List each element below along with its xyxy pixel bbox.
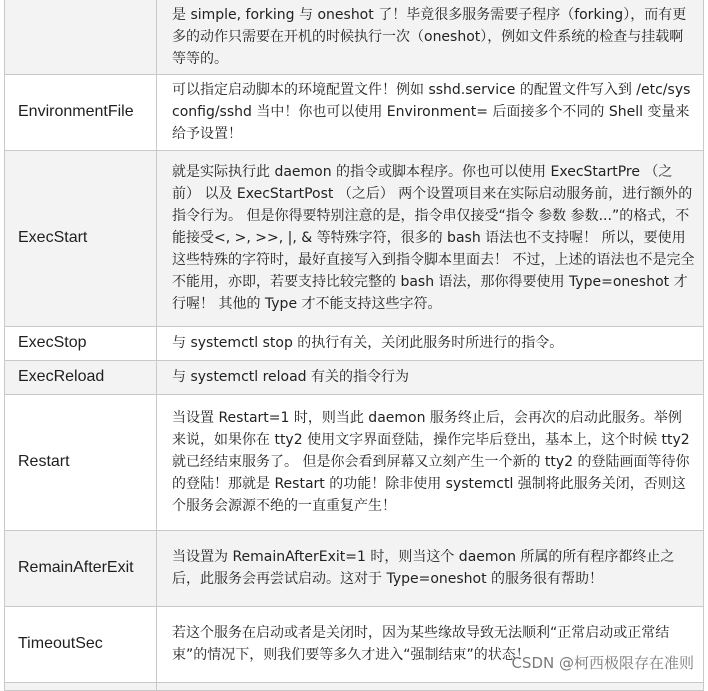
table-row xyxy=(5,74,704,150)
option-name: EnvironmentFile xyxy=(5,74,157,150)
option-name xyxy=(5,0,157,74)
option-description-text: 若这个服务在启动或者是关闭时，因为某些缘故导致无法顺利“正常启动或正常结束”的情况下，则我们要等多久才进入“强制结束”的状态！ xyxy=(172,625,670,663)
table-row xyxy=(5,530,704,606)
option-name: ExecReload xyxy=(5,360,157,394)
option-name: ExecStop xyxy=(5,326,157,360)
option-description-text: 当设置为 RemainAfterExit=1 时，则当这个 daemon 所属的所有程序都终止之后，此服务会再尝试启动。这对于 Type=oneshot 的服务很有帮助！ xyxy=(172,549,675,587)
option-description xyxy=(157,682,704,690)
option-name: Restart xyxy=(5,394,157,530)
option-name: RemainAfterExit xyxy=(5,530,157,606)
option-name: TimeoutSec xyxy=(5,606,157,682)
option-description xyxy=(157,530,704,606)
option-description-text: 与 systemctl stop 的执行有关，关闭此服务时所进行的指令。 xyxy=(172,335,564,351)
option-description-text: 当设置 Restart=1 时，则当此 daemon 服务终止后，会再次的启动此服务。举例来说，如果你在 tty2 使用文字界面登陆，操作完毕后登出，基本上，这个时候 tty2 就已经结束服务了。 但是你会看到屏幕又立刻产生一个新的 tty2 的登陆画面等待你的登陆！那就是 Restart 的功能！除非使用 systemctl 强制将此服务关闭，否则这个服务会源源不绝的一直重复产生！ xyxy=(172,410,690,514)
table-row xyxy=(5,0,704,74)
option-description xyxy=(157,326,704,360)
systemd-options-table xyxy=(4,0,704,691)
option-description xyxy=(157,360,704,394)
table-row xyxy=(5,150,704,326)
csdn-watermark: CSDN @柯西极限存在准则 xyxy=(511,654,694,672)
table-row xyxy=(5,360,704,394)
option-description-text: 就是实际执行此 daemon 的指令或脚本程序。你也可以使用 ExecStartPre （之前） 以及 ExecStartPost （之后） 两个设置项目来在实际启动服务前，进行额外的指令行为。 但是你得要特别注意的是，指令串仅接受“指令 参数 参数...”的格式，不能接受<, >, >>, |, & 等特殊字符，很多的 bash 语法也不支持喔！ 所以，要使用这些特殊的字符时，最好直接写入到指令脚本里面去！ 不过，上述的语法也不是完全不能用，亦即，若要支持比较完整的 bash 语法，那你得要使用 Type=oneshot 才行喔！ 其他的 Type 才不能支持这些字符。 xyxy=(172,164,695,312)
table-row xyxy=(5,394,704,530)
option-description xyxy=(157,74,704,150)
option-name: ExecStart xyxy=(5,150,157,326)
option-description xyxy=(157,0,704,74)
option-description-text: 是 simple, forking 与 oneshot 了！毕竟很多服务需要子程序（forking），而有更多的动作只需要在开机的时候执行一次（oneshot），例如文件系统的检查与挂载啊等等的。 xyxy=(172,6,687,67)
option-description xyxy=(157,150,704,326)
option-description-text: 可以指定启动脚本的环境配置文件！例如 sshd.service 的配置文件写入到 /etc/sysconfig/sshd 当中！你也可以使用 Environment= 后面接多个不同的 Shell 变量来给予设置！ xyxy=(172,82,691,142)
table-row xyxy=(5,682,704,690)
option-description xyxy=(157,394,704,530)
table-row xyxy=(5,326,704,360)
option-name xyxy=(5,682,157,690)
option-description-text: 与 systemctl reload 有关的指令行为 xyxy=(172,369,410,385)
